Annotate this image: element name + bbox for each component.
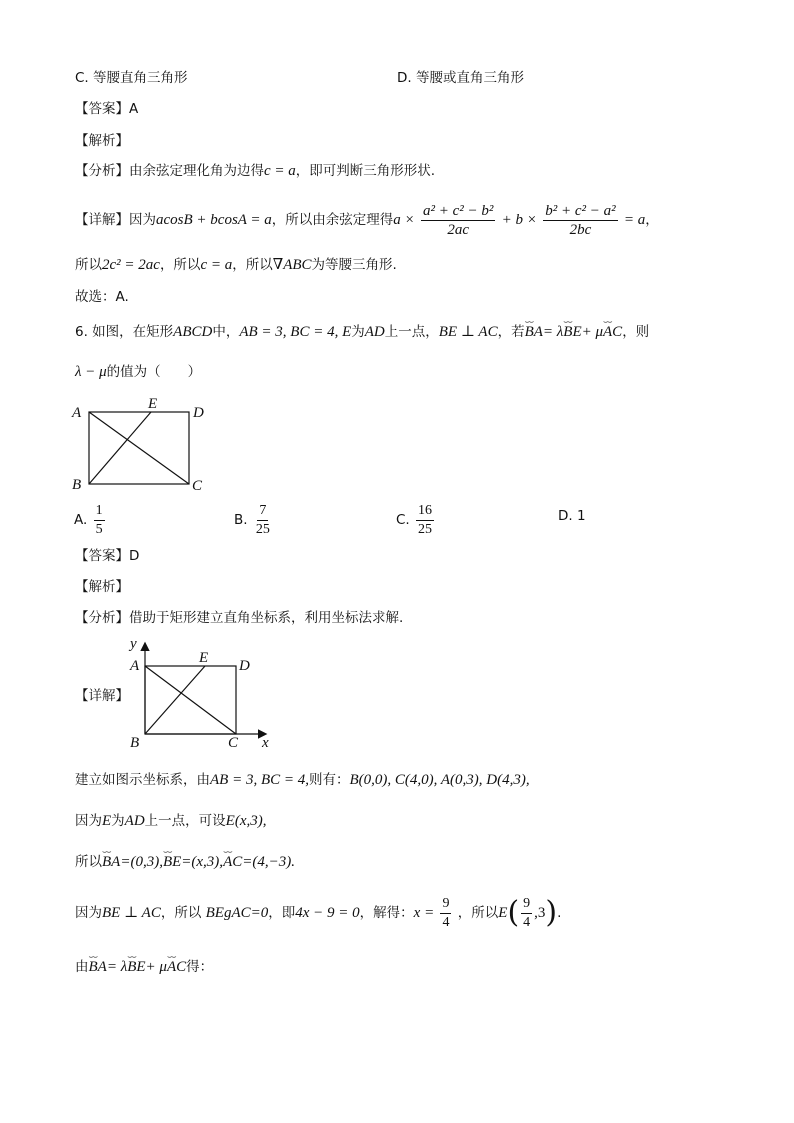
fraction-numerator: 16: [416, 502, 434, 521]
vector-ba: ⌣⌣ BA: [525, 322, 543, 342]
solution-line-2: [75, 811, 266, 831]
answer-line-q6: [75, 546, 139, 566]
comma: ，: [645, 212, 659, 228]
vector-ac: ⌣⌣ AC: [223, 852, 242, 872]
solution-line-5: [75, 957, 213, 977]
point-e-y: ,3: [534, 905, 546, 921]
stem-text-4: 上一点，: [384, 324, 439, 340]
so-equation-1: 2c² = 2ac: [102, 257, 160, 273]
solution-line-3: [75, 852, 295, 872]
label-c: C: [192, 478, 203, 494]
fenxi-text: 借助于矩形建立直角坐标系，利用坐标法求解.: [129, 610, 404, 626]
vector-ac: ⌣⌣ AC: [603, 322, 622, 342]
stem-mu: + μ: [581, 324, 604, 340]
answer-tag: 【答案】: [75, 101, 129, 117]
stem-text: 6. 如图，在矩形: [75, 324, 174, 340]
label-a: A: [72, 405, 82, 421]
stem-segment: AD: [364, 324, 385, 340]
fraction-denominator: 25: [418, 521, 433, 537]
solution-given: AB = 3, BC = 4,: [210, 772, 309, 788]
vector-be: ⌣⌣ BE: [563, 322, 581, 342]
fenxi-text-tail: ，即可判断三角形形状.: [295, 163, 436, 179]
solution-text: 建立如图示坐标系，由: [75, 772, 210, 788]
choose-line-prev: 故选：A.: [75, 289, 129, 305]
xiangjie-equation: acosB + bcosA = a: [156, 212, 272, 228]
fraction-numerator: a² + c² − b²: [422, 202, 494, 219]
stem-text-5: ，若: [497, 324, 525, 340]
vector-be-value: =(x,3),: [181, 854, 224, 870]
point-e: E: [498, 905, 508, 921]
rectangle-figure: [66, 392, 216, 498]
xiangjie-tag-q6: 【详解】: [75, 688, 129, 704]
segment-be: [89, 412, 151, 484]
so-text-3: ，所以: [232, 257, 273, 273]
fraction-cos-a: [543, 202, 617, 239]
label-a: A: [130, 658, 140, 674]
option-b: [234, 500, 274, 540]
analysis-tag-prev: 【解析】: [75, 133, 129, 149]
fraction-denominator: 25: [255, 521, 270, 537]
option-b-label: B.: [234, 512, 248, 528]
dot-product: BEgAC=0: [205, 905, 269, 921]
fraction-cos-b: [421, 202, 495, 239]
fraction-denominator: 4: [523, 914, 531, 930]
vector-ba: ⌣⌣ BA: [102, 852, 120, 872]
so-text-4: 为等腰三角形.: [311, 257, 397, 273]
option-a-label: A.: [74, 512, 88, 528]
fenxi-equation: c = a: [264, 163, 296, 179]
solution-text-3: 上一点，可设: [144, 813, 226, 829]
xiangjie-result: = a: [623, 212, 646, 228]
fenxi-tag: 【分析】: [75, 163, 129, 179]
stem-text-2: 中，: [212, 324, 240, 340]
solution-line-1: [75, 770, 530, 790]
fenxi-tag: 【分析】: [75, 610, 129, 626]
so-text-2: ，所以: [159, 257, 201, 273]
question-6-stem-2: [75, 362, 201, 382]
solution-text-2: ，所以: [160, 905, 202, 921]
vector-ba-value: =(0,3),: [120, 854, 163, 870]
point-e-coords: E(x,3),: [225, 813, 267, 829]
solution-text-2: 则有：: [309, 772, 350, 788]
segment-ac-coords: [145, 666, 236, 734]
lambda-term: = λ: [106, 959, 128, 975]
vector-be: ⌣⌣ BE: [127, 957, 145, 977]
fraction-denominator: 2ac: [447, 221, 469, 238]
answer-tag: 【答案】: [75, 548, 129, 564]
stem-lambda: = λ: [542, 324, 564, 340]
segment-ad: AD: [124, 813, 145, 829]
point-e: E: [102, 813, 112, 829]
solution-equation: 4x − 9 = 0: [295, 905, 360, 921]
stem-expression: λ − μ: [75, 364, 107, 380]
solution-text-2: 为: [111, 813, 125, 829]
stem-text-6: ，则: [622, 324, 650, 340]
solution-points: B(0,0), C(4,0), A(0,3), D(4,3),: [349, 772, 530, 788]
label-y: y: [130, 636, 137, 652]
option-c-prev: C. 等腰直角三角形: [75, 70, 188, 86]
label-e: E: [148, 396, 158, 412]
fraction-numerator: 9: [440, 895, 451, 914]
solution-line-4: 因为BE ⊥ AC，所以 BEgAC=0，即4x − 9 = 0，解得：x = $\frac{9}{4}$ ，所以E( $\frac{9}{4}$ ,3).: [75, 895, 562, 930]
fraction-numerator: 7: [257, 502, 268, 521]
solution-text-5: ，所以: [457, 905, 499, 921]
fraction-denominator: 5: [95, 521, 103, 537]
fenxi-text: 由余弦定理化角为边得: [129, 163, 264, 179]
option-c: [396, 500, 436, 540]
fenxi-line-prev: [75, 161, 435, 181]
solution-perp: BE ⊥ AC: [102, 905, 161, 921]
xiangjie-tag: 【详解】: [75, 212, 129, 228]
label-x: x: [262, 735, 269, 751]
stem-given: AB = 3, BC = 4, E: [239, 324, 352, 340]
stem-perp: BE ⊥ AC: [438, 324, 498, 340]
so-text: 所以: [75, 257, 102, 273]
solution-text: 因为: [75, 905, 102, 921]
vector-ac: ⌣⌣ AC: [167, 957, 186, 977]
xiangjie-text-mid: ，所以由余弦定理得: [271, 212, 394, 228]
label-d: D: [193, 405, 204, 421]
fraction-x: [440, 895, 451, 932]
solution-text: 由: [75, 959, 89, 975]
fraction-numerator: b² + c² − a²: [545, 202, 616, 219]
label-c: C: [228, 735, 239, 751]
fraction-denominator: 2bc: [569, 221, 592, 238]
xiangjie-line-prev: [75, 200, 659, 240]
stem-rect-name: ABCD: [173, 324, 213, 340]
coordinate-figure: [125, 634, 285, 752]
answer-value: A: [129, 101, 139, 117]
option-c-fraction: [416, 502, 434, 539]
so-equation-2: c = a: [200, 257, 233, 273]
option-a: [74, 500, 107, 540]
label-b: B: [130, 735, 140, 751]
label-b: B: [72, 477, 82, 493]
mu-term: + μ: [145, 959, 167, 975]
fraction-numerator: 1: [94, 502, 105, 521]
analysis-tag-q6: 【解析】: [75, 579, 129, 595]
answer-line-prev: [75, 99, 138, 119]
xiangjie-coef-a: a ×: [393, 212, 415, 228]
vector-ac-value: =(4,−3).: [242, 854, 295, 870]
solution-text: 所以: [75, 854, 102, 870]
answer-value: D: [129, 548, 140, 564]
solution-text-4: ，解得：: [359, 905, 414, 921]
solution-x: x =: [413, 905, 435, 921]
fenxi-line-q6: [75, 608, 403, 628]
fraction-numerator: 9: [521, 895, 532, 914]
stem-text-3: 为: [351, 324, 365, 340]
fraction-e-x: [521, 895, 532, 932]
stem-tail: 的值为（ ）: [106, 364, 202, 380]
xiangjie-text: 因为: [129, 212, 156, 228]
option-b-fraction: [254, 502, 272, 539]
question-6-stem: [75, 322, 649, 342]
solution-text: 因为: [75, 813, 102, 829]
label-d: D: [239, 658, 250, 674]
option-d-prev: D. 等腰或直角三角形: [397, 70, 524, 86]
solution-text-3: ，即: [268, 905, 296, 921]
fraction-denominator: 4: [442, 914, 450, 930]
xiangjie-coef-b: + b ×: [501, 212, 537, 228]
so-line-prev: [75, 255, 397, 275]
option-c-label: C.: [396, 512, 410, 528]
solution-text-2: 得：: [186, 959, 214, 975]
label-e: E: [199, 650, 209, 666]
segment-be-coords: [145, 666, 205, 734]
vector-be: ⌣⌣ BE: [163, 852, 181, 872]
option-a-fraction: [94, 502, 105, 539]
option-d: D. 1: [558, 508, 586, 524]
vector-ba: ⌣⌣ BA: [89, 957, 107, 977]
segment-ac: [89, 412, 189, 484]
triangle-symbol: ∇ABC: [272, 257, 312, 273]
